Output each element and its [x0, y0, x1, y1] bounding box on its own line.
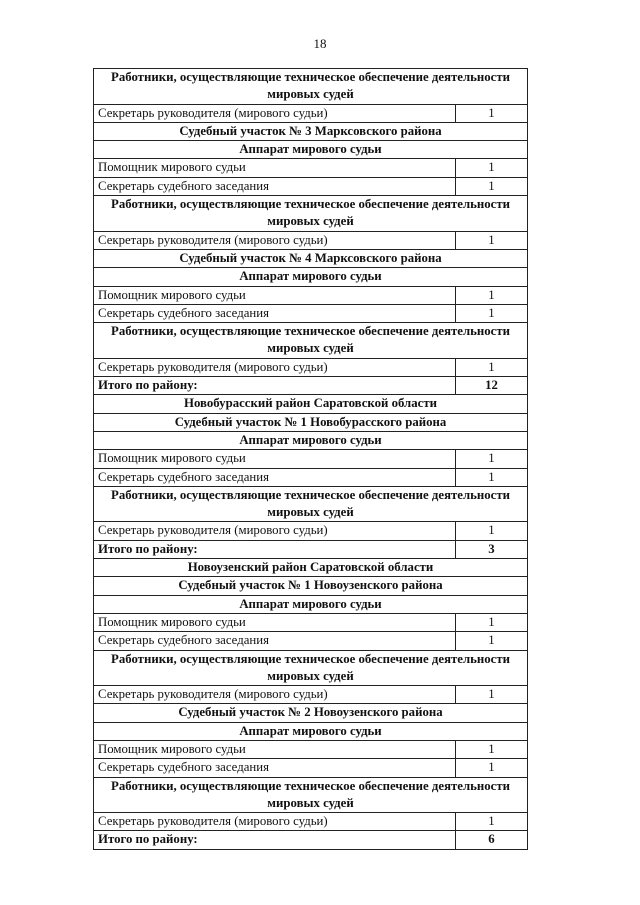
position-row — [94, 813, 528, 831]
section-heading-row — [94, 268, 528, 286]
position-row — [94, 104, 528, 122]
section-heading: Работники, осуществляющие техническое обеспечение деятельности мировых судей — [94, 777, 528, 813]
section-heading-row — [94, 704, 528, 722]
staffing-table — [93, 68, 528, 850]
position-count: 1 — [456, 286, 528, 304]
position-count: 1 — [456, 632, 528, 650]
position-row — [94, 740, 528, 758]
position-name: Секретарь руководителя (мирового судьи) — [94, 813, 456, 831]
position-row — [94, 177, 528, 195]
position-row — [94, 358, 528, 376]
section-heading: Судебный участок № 1 Новоузенского района — [94, 577, 528, 595]
position-name: Секретарь судебного заседания — [94, 177, 456, 195]
section-heading-row — [94, 486, 528, 522]
position-count: 1 — [456, 686, 528, 704]
district-total-value: 6 — [456, 831, 528, 849]
section-heading-row — [94, 650, 528, 686]
section-heading: Аппарат мирового судьи — [94, 141, 528, 159]
position-count: 1 — [456, 104, 528, 122]
section-heading-row — [94, 431, 528, 449]
district-total-value: 3 — [456, 540, 528, 558]
position-name: Секретарь судебного заседания — [94, 304, 456, 322]
position-count: 1 — [456, 813, 528, 831]
position-name: Секретарь судебного заседания — [94, 632, 456, 650]
position-count: 1 — [456, 358, 528, 376]
position-count: 1 — [456, 304, 528, 322]
section-heading-row — [94, 595, 528, 613]
section-heading-row — [94, 577, 528, 595]
position-row — [94, 286, 528, 304]
district-total-label: Итого по району: — [94, 377, 456, 395]
position-row — [94, 304, 528, 322]
section-heading-row — [94, 413, 528, 431]
section-heading-row — [94, 249, 528, 267]
section-heading: Судебный участок № 2 Новоузенского района — [94, 704, 528, 722]
position-count: 1 — [456, 613, 528, 631]
district-total-row — [94, 377, 528, 395]
section-heading-row — [94, 559, 528, 577]
position-name: Секретарь руководителя (мирового судьи) — [94, 231, 456, 249]
position-name: Секретарь судебного заседания — [94, 759, 456, 777]
position-count: 1 — [456, 231, 528, 249]
section-heading: Аппарат мирового судьи — [94, 431, 528, 449]
position-row — [94, 231, 528, 249]
position-name: Секретарь руководителя (мирового судьи) — [94, 358, 456, 376]
position-count: 1 — [456, 759, 528, 777]
section-heading-row — [94, 323, 528, 359]
position-name: Помощник мирового судьи — [94, 613, 456, 631]
district-total-row — [94, 540, 528, 558]
section-heading: Судебный участок № 4 Марксовского района — [94, 249, 528, 267]
district-total-value: 12 — [456, 377, 528, 395]
position-count: 1 — [456, 450, 528, 468]
page-number: 18 — [313, 36, 327, 51]
position-row — [94, 613, 528, 631]
position-count: 1 — [456, 740, 528, 758]
position-count: 1 — [456, 522, 528, 540]
section-heading-row — [94, 141, 528, 159]
section-heading: Судебный участок № 1 Новобурасского района — [94, 413, 528, 431]
position-name: Помощник мирового судьи — [94, 450, 456, 468]
district-total-label: Итого по району: — [94, 831, 456, 849]
position-name: Помощник мирового судьи — [94, 740, 456, 758]
section-heading: Судебный участок № 3 Марксовского района — [94, 122, 528, 140]
position-name: Помощник мирового судьи — [94, 159, 456, 177]
section-heading-row — [94, 722, 528, 740]
position-row — [94, 450, 528, 468]
position-row — [94, 759, 528, 777]
position-count: 1 — [456, 159, 528, 177]
position-name: Секретарь руководителя (мирового судьи) — [94, 104, 456, 122]
position-row — [94, 159, 528, 177]
section-heading: Работники, осуществляющие техническое обеспечение деятельности мировых судей — [94, 196, 528, 232]
staffing-table-body — [94, 69, 528, 850]
section-heading-row — [94, 69, 528, 105]
section-heading: Аппарат мирового судьи — [94, 722, 528, 740]
section-heading: Работники, осуществляющие техническое обеспечение деятельности мировых судей — [94, 69, 528, 105]
district-total-label: Итого по району: — [94, 540, 456, 558]
section-heading: Работники, осуществляющие техническое обеспечение деятельности мировых судей — [94, 650, 528, 686]
section-heading-row — [94, 395, 528, 413]
section-heading: Новоузенский район Саратовской области — [94, 559, 528, 577]
section-heading: Аппарат мирового судьи — [94, 268, 528, 286]
section-heading-row — [94, 122, 528, 140]
position-row — [94, 468, 528, 486]
position-name: Секретарь руководителя (мирового судьи) — [94, 686, 456, 704]
section-heading: Аппарат мирового судьи — [94, 595, 528, 613]
position-count: 1 — [456, 468, 528, 486]
position-name: Помощник мирового судьи — [94, 286, 456, 304]
position-row — [94, 686, 528, 704]
district-total-row — [94, 831, 528, 849]
position-count: 1 — [456, 177, 528, 195]
section-heading-row — [94, 777, 528, 813]
position-name: Секретарь судебного заседания — [94, 468, 456, 486]
section-heading: Работники, осуществляющие техническое обеспечение деятельности мировых судей — [94, 323, 528, 359]
section-heading: Работники, осуществляющие техническое обеспечение деятельности мировых судей — [94, 486, 528, 522]
position-name: Секретарь руководителя (мирового судьи) — [94, 522, 456, 540]
position-row — [94, 632, 528, 650]
section-heading-row — [94, 196, 528, 232]
position-row — [94, 522, 528, 540]
section-heading: Новобурасский район Саратовской области — [94, 395, 528, 413]
